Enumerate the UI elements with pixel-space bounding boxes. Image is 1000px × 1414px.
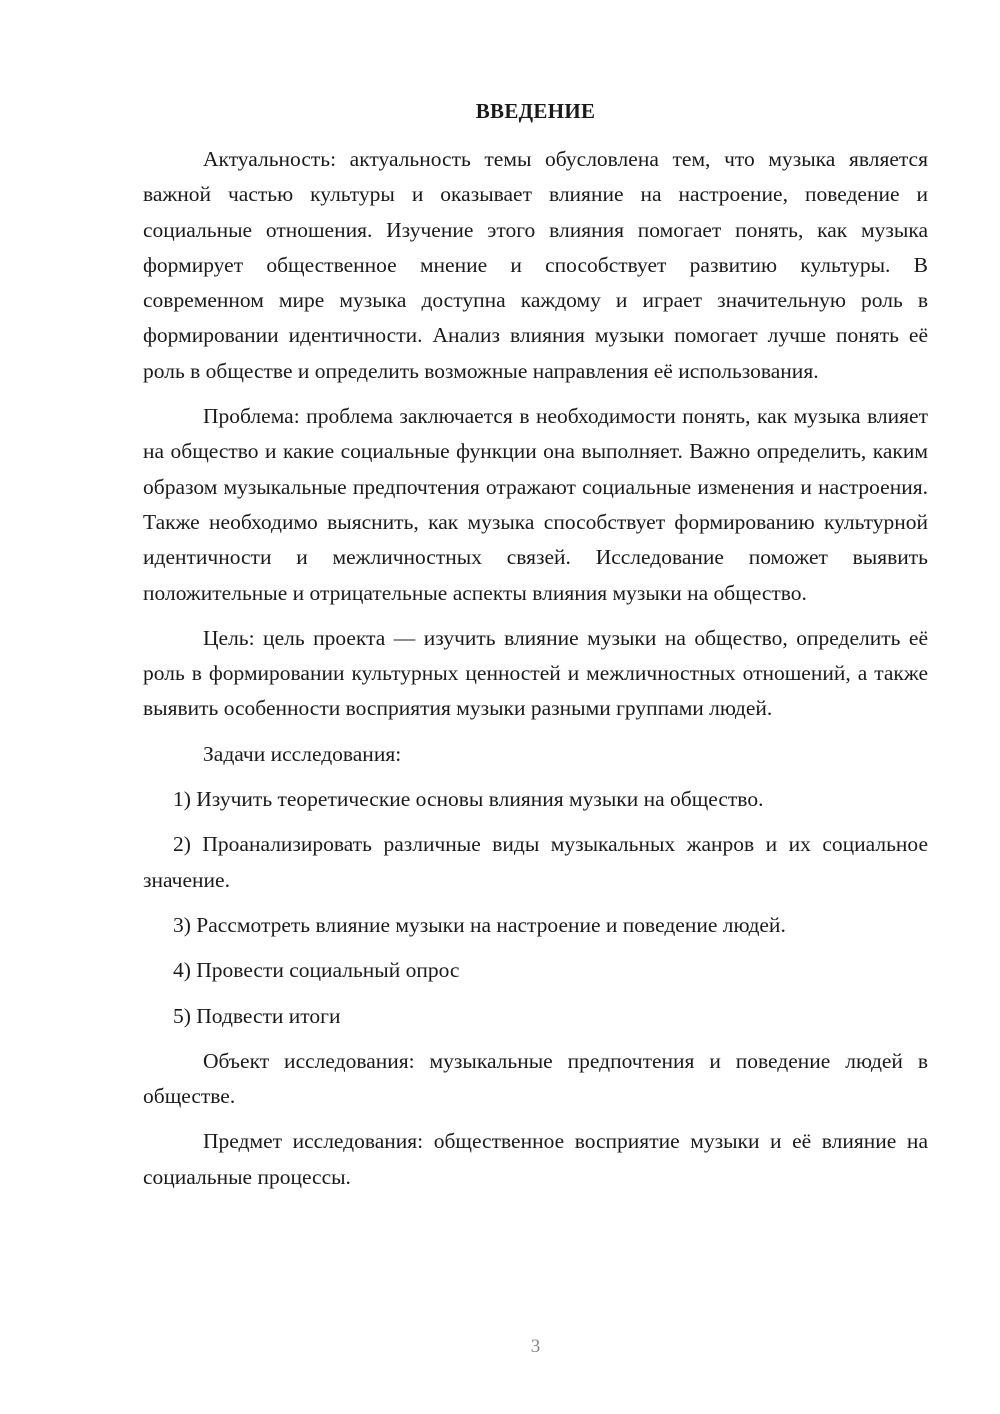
task-item-5: 5) Подвести итоги	[173, 1003, 341, 1028]
document-body	[143, 142, 928, 1205]
task-item-4: 4) Провести социальный опрос	[173, 958, 460, 983]
page-title: ВВЕДЕНИЕ	[475, 99, 596, 123]
tasks-heading: Задачи исследования:	[203, 741, 402, 766]
paragraph-relevance: Актуальность: актуальность темы обусловлена тем, что музыка является важной частью культуры и оказывает влияние на настроение, поведение и социальные отношения. Изучение этого влияния помогает понять, как музыка формирует общественное мнение и способствует развитию культуры. В современном мире музыка доступна каждому и играет значительную роль в формировании идентичности. Анализ влияния музыки помогает лучше понять её роль в обществе и определить возможные направления её использования.	[143, 147, 928, 383]
paragraph-subject: Предмет исследования: общественное восприятие музыки и её влияние на социальные процессы.	[143, 1129, 928, 1189]
task-item-1: 1) Изучить теоретические основы влияния музыки на общество.	[173, 787, 764, 812]
document-page	[143, 0, 928, 1414]
task-item-2: 2) Проанализировать различные виды музыкальных жанров и их социальное значение.	[143, 832, 928, 892]
task-item-3: 3) Рассмотреть влияние музыки на настроение и поведение людей.	[173, 912, 786, 937]
page-number: 3	[530, 1336, 541, 1357]
paragraph-problem: Проблема: проблема заключается в необходимости понять, как музыка влияет на общество и какие социальные функции она выполняет. Важно определить, каким образом музыкальные предпочтения отражают социальные изменения и настроения. Также необходимо выяснить, как музыка способствует формированию культурной идентичности и межличностных связей. Исследование поможет выявить положительные и отрицательные аспекты влияния музыки на общество.	[143, 404, 928, 605]
paragraph-object: Объект исследования: музыкальные предпочтения и поведение людей в обществе.	[143, 1048, 928, 1109]
paragraph-goal: Цель: цель проекта — изучить влияние музыки на общество, определить её роль в формировании культурных ценностей и межличностных отношений, а также выявить особенности восприятия музыки разными группами людей.	[143, 625, 928, 721]
